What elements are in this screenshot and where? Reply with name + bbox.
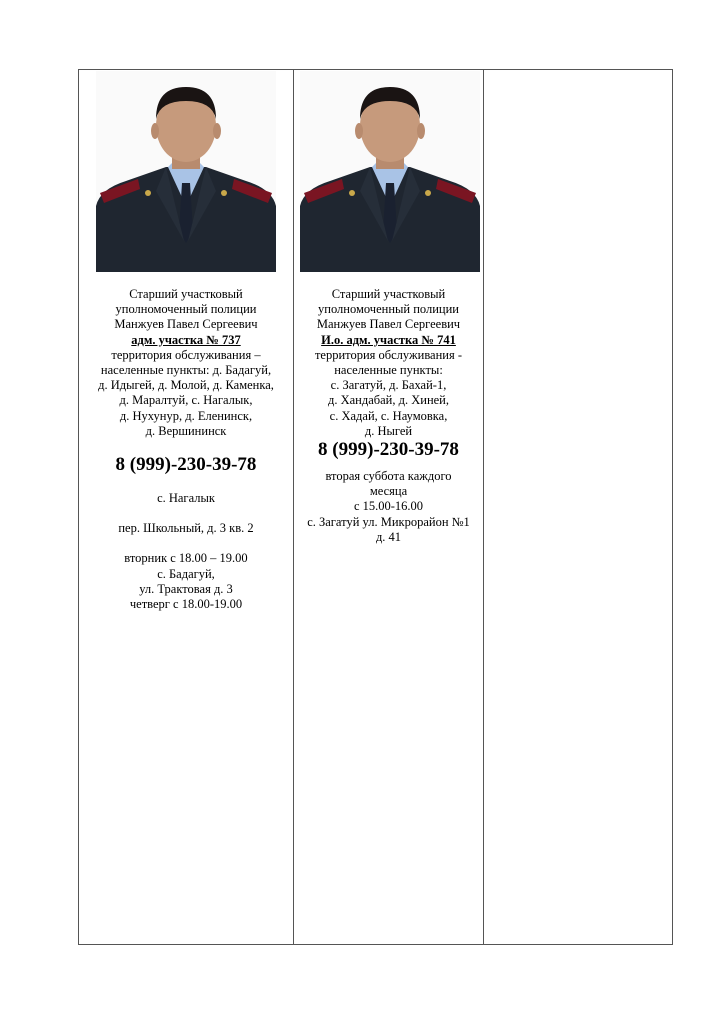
officer-card-737 xyxy=(79,70,294,944)
district-number: И.о. адм. участка № 741 xyxy=(321,332,456,347)
village-name: с. Нагалык xyxy=(157,491,215,506)
officer-info-737 xyxy=(79,287,293,612)
territory-line: населенные пункты: xyxy=(334,363,443,378)
schedule-line: вторая суббота каждого xyxy=(325,469,452,484)
title-line: Старший участковый xyxy=(331,287,446,301)
officer-photo xyxy=(96,71,276,272)
territory-line: территория обслуживания – xyxy=(111,347,261,362)
officer-name: Манжуев Павел Сергеевич xyxy=(316,317,461,332)
officer-portrait-image xyxy=(300,71,480,272)
schedule-line: с. Бадагуй, xyxy=(157,566,215,581)
schedule-line: четверг с 18.00-19.00 xyxy=(129,597,243,612)
title-line: уполномоченный полиции xyxy=(115,302,257,317)
empty-card xyxy=(484,70,672,944)
schedule-line: д. 41 xyxy=(375,529,402,544)
schedule-line: ул. Трактовая д. 3 xyxy=(139,581,233,596)
territory-line: д. Хандабай, д. Хиней, xyxy=(327,393,449,408)
officer-photo xyxy=(300,71,480,272)
district-number: адм. участка № 737 xyxy=(131,332,241,347)
territory-line: населенные пункты: д. Бадагуй, xyxy=(100,363,272,378)
office-address: пер. Школьный, д. 3 кв. 2 xyxy=(118,521,254,536)
territory-line: с. Загатуй, д. Бахай-1, xyxy=(330,378,447,393)
officer-portrait-image xyxy=(96,71,276,272)
officer-card-741 xyxy=(294,70,484,944)
title-line: Старший участковый xyxy=(129,287,243,301)
info-table xyxy=(78,69,673,945)
territory-line: д. Ныгей xyxy=(364,423,413,438)
title-line: уполномоченный полиции xyxy=(318,302,459,317)
schedule-line: с. Загатуй ул. Микрорайон №1 xyxy=(307,514,470,529)
territory-line: с. Хадай, с. Наумовка, xyxy=(329,408,448,423)
schedule-line: месяца xyxy=(369,484,408,499)
phone-number: 8 (999)-230-39-78 xyxy=(318,439,459,461)
officer-name: Манжуев Павел Сергеевич xyxy=(114,317,258,332)
territory-line: д. Идыгей, д. Молой, д. Каменка, xyxy=(98,378,274,393)
territory-line: д. Вершининск xyxy=(145,423,227,438)
territory-line: д. Маралтуй, с. Нагалык, xyxy=(119,393,253,408)
phone-number: 8 (999)-230-39-78 xyxy=(115,454,257,476)
schedule-line: с 15.00-16.00 xyxy=(353,499,424,514)
officer-info-741 xyxy=(294,287,483,545)
territory-line: территория обслуживания - xyxy=(314,347,463,362)
territory-line: д. Нухунур, д. Еленинск, xyxy=(119,408,253,423)
schedule-line: вторник с 18.00 – 19.00 xyxy=(124,551,248,566)
